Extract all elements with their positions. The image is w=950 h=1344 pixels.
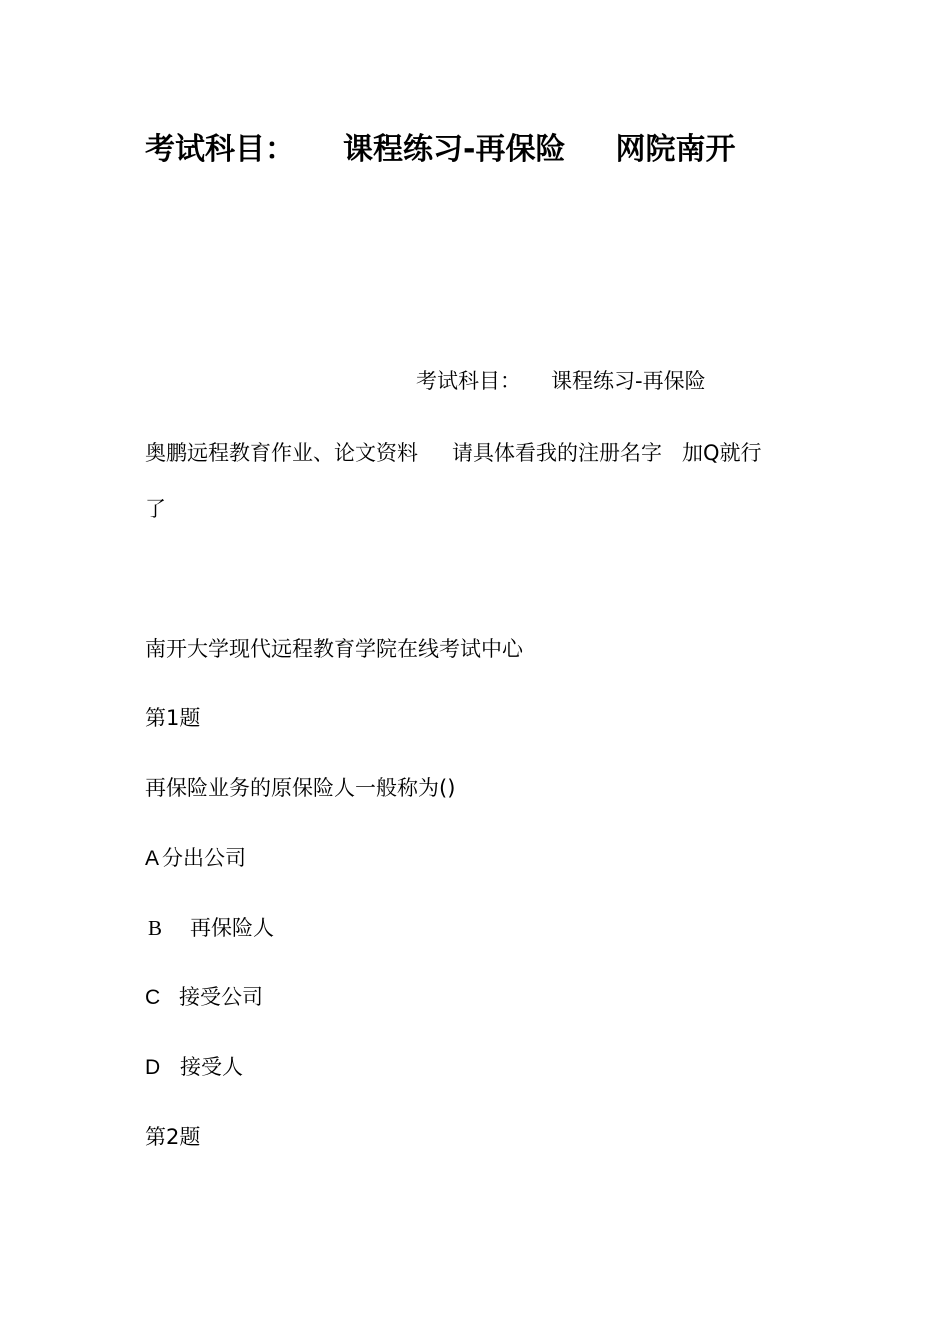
notice-part-1: 奥鹏远程教育作业、论文资料 xyxy=(145,441,418,465)
option-letter: C xyxy=(145,986,161,1009)
question-1-option-a xyxy=(145,843,246,874)
title-part-exam-subject: 考试科目： xyxy=(145,132,295,167)
question-1-text: 再保险业务的原保险人一般称为() xyxy=(145,776,456,800)
notice-continuation: 了 xyxy=(145,497,166,521)
option-letter: A xyxy=(145,847,160,870)
notice-text xyxy=(145,438,762,468)
question-1-option-d xyxy=(145,1052,243,1083)
title-part-course: 课程练习-再保险 xyxy=(343,132,566,167)
option-text: 分出公司 xyxy=(162,846,246,870)
question-2-label: 第2题 xyxy=(145,1125,201,1149)
document-subtitle xyxy=(416,366,706,396)
question-1-option-b xyxy=(148,913,274,943)
exam-center-name: 南开大学现代远程教育学院在线考试中心 xyxy=(145,637,523,661)
notice-part-2: 请具体看我的注册名字 xyxy=(452,441,662,465)
title-part-school: 网院南开 xyxy=(615,132,736,167)
question-1-option-c xyxy=(145,982,263,1013)
subtitle-label: 考试科目： xyxy=(416,369,521,393)
notice-part-3: 加Q就行 xyxy=(682,441,762,465)
document-title xyxy=(145,128,735,172)
subtitle-course: 课程练习-再保险 xyxy=(551,369,706,393)
option-text: 接受人 xyxy=(180,1055,243,1079)
question-1-label: 第1题 xyxy=(145,706,201,730)
option-letter: D xyxy=(145,1056,161,1079)
option-text: 再保险人 xyxy=(190,916,274,940)
option-text: 接受公司 xyxy=(179,985,263,1009)
option-letter: B xyxy=(148,916,163,940)
